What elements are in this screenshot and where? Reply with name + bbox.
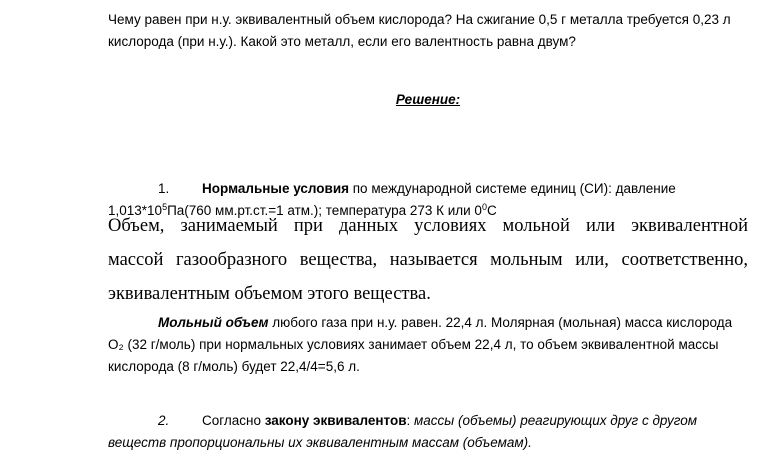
problem-statement	[108, 9, 748, 53]
item-2-number: 2.	[158, 413, 170, 428]
definition-line-1: Объем, занимаемый при данных условиях мольной или эквивалентной	[108, 216, 748, 236]
celsius-unit: С	[486, 203, 497, 218]
molar-line-2: O₂ (32 г/моль) при нормальных условиях занимает объем 22,4 л, то объем эквивалентной массы	[108, 337, 719, 352]
molar-term: Мольный объем	[158, 315, 269, 330]
item-2-colon: :	[406, 413, 415, 428]
definition-line-2: массой газообразного вещества, называется мольным или, соответственно,	[108, 250, 748, 270]
item-1-text-a: по международной системе единиц (СИ): давление	[349, 181, 676, 196]
definition-line-3: эквивалентным объемом этого вещества.	[108, 284, 431, 304]
molar-line-1	[108, 312, 748, 334]
problem-line-1: Чему равен при н.у. эквивалентный объем кислорода? На сжигание 0,5 г металла требуется 0,23 л	[108, 12, 731, 27]
pressure-exponent: 5	[162, 202, 168, 212]
item-1-term: Нормальные условия	[202, 181, 349, 196]
item-2-text-a: массы (объемы) реагирующих друг с другом	[414, 413, 698, 428]
molar-line-3: кислорода (8 г/моль) будет 22,4/4=5,6 л.	[108, 359, 360, 374]
solution-heading: Решение:	[395, 92, 461, 107]
definition-paragraph	[108, 209, 748, 311]
item-2	[108, 410, 748, 454]
pressure-value: 1,013*10	[108, 203, 163, 218]
problem-line-2: кислорода (при н.у.). Какой это металл, если его валентность равна двум?	[108, 34, 576, 49]
degree-sign: 0	[481, 202, 487, 212]
item-1-number: 1.	[158, 181, 170, 196]
molar-volume-paragraph	[108, 312, 748, 378]
item-2-line-2: веществ пропорциональны их эквивалентным массам (объемам).	[108, 435, 532, 450]
item-1-line-1	[108, 178, 748, 200]
item-2-term: закону эквивалентов	[264, 413, 407, 428]
item-2-lead: Согласно	[202, 413, 265, 428]
molar-line-1-text: любого газа при н.у. равен. 22,4 л. Молярная (мольная) масса кислорода	[268, 315, 733, 330]
conditions-text: Па(760 мм.рт.ст.=1 атм.); температура 273 К или 0	[167, 203, 482, 218]
item-2-line-1	[108, 410, 748, 432]
